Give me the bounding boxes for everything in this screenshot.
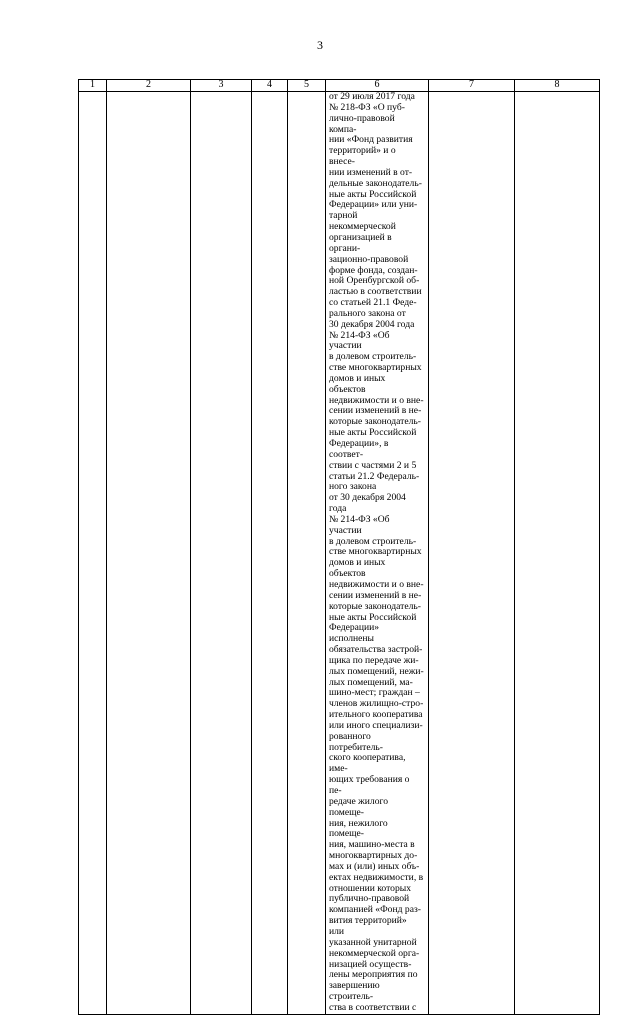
cell-col-4 [252,92,288,1015]
column-header-2: 2 [107,80,191,92]
column-header-8: 8 [515,80,600,92]
column-6-text: от 29 июля 2017 года № 218-ФЗ «О пуб- лично-правовой компа- нии «Фонд развития территорий» и о внесе- нии изменений в от- дельные законодатель- ные акты Российской Федерации» или уни- тарной некоммерческой организацией в органи- зационно-правовой форме фонда, создан- ной Оренбургской об- ластью в соответствии со статьей 21.1 Феде- рального закона от 30 декабря 2004 года № 214-ФЗ «Об участии в долевом строитель- стве многоквартирных домов и иных объектов недвижимости и о вне- сении изменений в не- которые законодатель- ные акты Российской Федерации», в соответ- ствии с частями 2 и 5 статьи 21.2 Федераль- ного закона от 30 декабря 2004 года № 214-ФЗ «Об участии в долевом строитель- стве многоквартирных домов и иных объектов недвижимости и о вне- сении изменений в не- которые законодатель- ные акты Российской Федерации» исполнены обязательства застрой- щика по передаче жи- лых помещений, нежи- лых помещений, ма- шино-мест; граждан – членов жилищно-стро- ительного кооператива или иного специализи- рованного потребитель- ского кооператива, име- ющих требования о пе- редаче жилого помеще- ния, нежилого помеще- ния, машино-места в многоквартирных до- мах и (или) иных объ- ектах недвижимости, в отношении которых публично-правовой компанией «Фонд раз- вития территорий» или указанной унитарной некоммерческой орга- низацией осуществ- лены мероприятия по завершению строитель- ства в соответствии с [329,91,424,1013]
column-header-6: 6 [326,80,429,92]
cell-col-7 [429,92,515,1015]
document-table [78,79,600,1015]
table-row [79,92,600,1015]
cell-col-6 [326,92,429,1015]
column-header-5: 5 [288,80,326,92]
cell-col-3 [191,92,252,1015]
cell-col-5 [288,92,326,1015]
table-header-row [79,80,600,92]
column-header-7: 7 [429,80,515,92]
column-header-1: 1 [79,80,107,92]
column-header-4: 4 [252,80,288,92]
cell-col-1 [79,92,107,1015]
cell-col-8 [515,92,600,1015]
cell-col-2 [107,92,191,1015]
column-header-3: 3 [191,80,252,92]
page-number: 3 [317,38,323,52]
